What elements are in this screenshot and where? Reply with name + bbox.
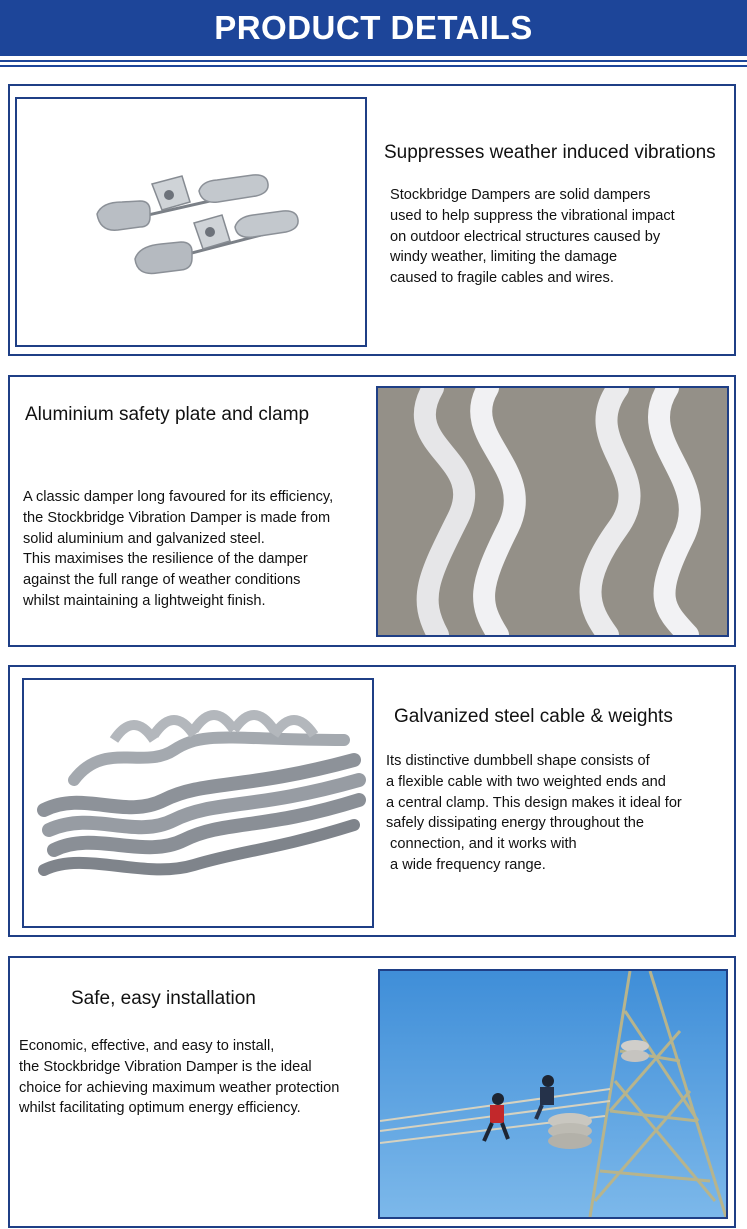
body-line: against the full range of weather conditions bbox=[23, 572, 301, 589]
section-title: Galvanized steel cable & weights bbox=[394, 706, 673, 727]
body-line: the Stockbridge Vibration Damper is made from bbox=[23, 509, 331, 526]
header-divider bbox=[0, 60, 747, 62]
body-line: whilst facilitating optimum energy efficiency. bbox=[19, 1100, 301, 1117]
body-line: connection, and it works with bbox=[386, 836, 577, 853]
section-body bbox=[19, 1036, 339, 1119]
section-body bbox=[390, 185, 675, 289]
body-line: on outdoor electrical structures caused by bbox=[390, 228, 661, 245]
body-line: the Stockbridge Vibration Damper is the ideal bbox=[19, 1058, 312, 1075]
body-line: a flexible cable with two weighted ends and bbox=[386, 773, 666, 790]
section-title: Safe, easy installation bbox=[71, 988, 256, 1009]
white-spiral-rods-image bbox=[376, 386, 729, 637]
section-panel-3 bbox=[8, 665, 736, 937]
body-line: Economic, effective, and easy to install, bbox=[19, 1038, 275, 1054]
section-body bbox=[23, 487, 333, 612]
body-line: choice for achieving maximum weather protection bbox=[19, 1079, 340, 1096]
body-line: A classic damper long favoured for its efficiency, bbox=[23, 489, 334, 505]
page-title: PRODUCT DETAILS bbox=[214, 9, 533, 46]
section-panel-2 bbox=[8, 375, 736, 647]
body-line: safely dissipating energy throughout the bbox=[386, 815, 644, 832]
body-line: windy weather, limiting the damage bbox=[390, 249, 618, 266]
section-body bbox=[386, 751, 682, 876]
body-line: caused to fragile cables and wires. bbox=[390, 270, 614, 287]
section-panel-4 bbox=[8, 956, 736, 1228]
body-line: solid aluminium and galvanized steel. bbox=[23, 530, 265, 547]
body-line: used to help suppress the vibrational impact bbox=[390, 207, 675, 224]
body-line: Stockbridge Dampers are solid dampers bbox=[390, 187, 651, 203]
body-line: a central clamp. This design makes it ideal for bbox=[386, 794, 682, 811]
header-divider bbox=[0, 65, 747, 67]
body-line: Its distinctive dumbbell shape consists of bbox=[386, 753, 650, 769]
body-line: whilst maintaining a lightweight finish. bbox=[23, 592, 266, 609]
body-line: This maximises the resilience of the damper bbox=[23, 551, 308, 568]
section-title: Aluminium safety plate and clamp bbox=[25, 404, 310, 425]
linemen-on-transmission-tower-image bbox=[378, 969, 728, 1219]
page-header bbox=[0, 0, 747, 56]
section-panel-1 bbox=[8, 84, 736, 356]
grey-preformed-spirals-image bbox=[22, 678, 374, 928]
stockbridge-damper-product-image bbox=[15, 97, 367, 347]
body-line: a wide frequency range. bbox=[386, 856, 546, 873]
section-title: Suppresses weather induced vibrations bbox=[384, 142, 716, 163]
